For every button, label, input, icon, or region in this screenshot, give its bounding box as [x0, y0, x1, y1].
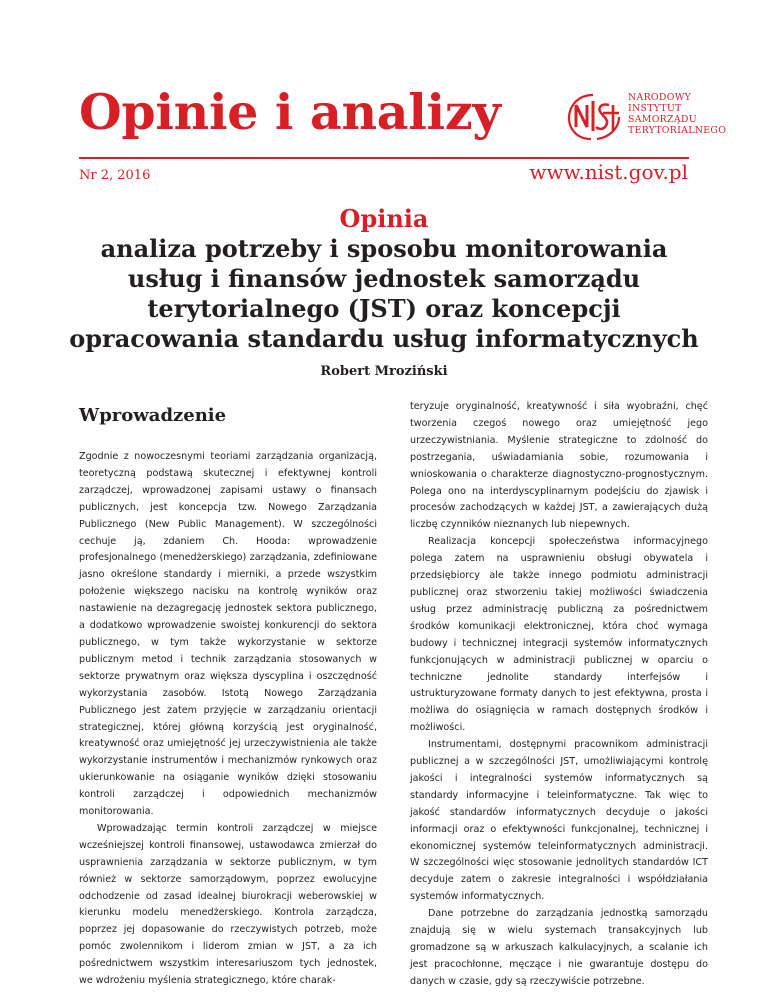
right-column [410, 399, 708, 991]
body-paragraph: Dane potrzebne do zarządzania jednostką samorządu znajdują się w wielu systemach transakcyjnych lub gromadzone są w arkuszach kalkulacyjnych, a scalanie ich jest pracochłonne, męczące i nie gwarantuje dostępu do danych w czasie, gdy są rzeczywiście potrzebne. [410, 908, 708, 987]
document-title-line: usług i finansów jednostek samorządu [127, 264, 641, 293]
institute-name-line: INSTYTUT [628, 103, 682, 114]
institute-name [628, 92, 726, 136]
body-paragraph: teryzuje oryginalność, kreatywność i siła wyobraźni, chęć tworzenia czegoś nowego oraz umiejętność jego urzeczywistniania. Myślenie strategiczne to zdolność do postrzegania, uświadamiania sobie, rozumowania i wnioskowania o charakterze diagnostyczno-prognostycznym. Polega ono na interdyscyplinarnym podejściu do zjawisk i procesów zachodzących w każdej JST, a zawierających dużą liczbę czynników nieznanych lub niepewnych. [410, 401, 708, 531]
author-name: Robert Mroziński [320, 364, 448, 379]
document-title-line: Opinia [339, 204, 429, 233]
document-title [60, 204, 708, 354]
document-title-line: analiza potrzeby i sposobu monitorowania [100, 234, 668, 263]
institute-name-line: TERYTORIALNEGO [628, 125, 727, 136]
institute-name-line: NARODOWY [628, 92, 692, 103]
document-title-line: terytorialnego (JST) oraz koncepcji [147, 294, 621, 323]
website-link[interactable]: www.nist.gov.pl [529, 160, 688, 184]
body-paragraph: Realizacja koncepcji społeczeństwa informacyjnego polega zatem na usprawnieniu obsługi obywatela i przedsiębiorcy ale także innego podmiotu administracji publicznej oraz stworzeniu takiej możliwości świadczenia usług przez administrację publiczną za pośrednictwem środków komunikacji elektronicznej, która choć wymaga budowy i technicznej integracji systemów informatycznych funkcjonujących w administracji publicznej w oparciu o techniczne jednolite standardy interfejsów i ustrukturyzowane formaty danych to jest efektywna, prosta i możliwa do osiągnięcia w ramach dostępnych środków i możliwości. [410, 536, 708, 734]
issue-number: Nr 2, 2016 [79, 168, 151, 183]
body-paragraph: Zgodnie z nowoczesnymi teoriami zarządzania organizacją, teoretyczną podstawą skutecznej i efektywnej kontroli zarządczej, wprowadzonej zapisami ustawy o finansach publicznych, jest koncepcja tzw. Nowego Zarządzania Publicznego (New Public Management). W szczególności cechuje ją, zdaniem Ch. Hooda: wprowadzenie profesjonalnego (menedżerskiego) zarządzania, zdefiniowane jasno określone standardy i mierniki, a przede wszystkim położenie większego nacisku na kontrolę wyników oraz nastawienie na dezagregację jednostek sektora publicznego, a dodatkowo wprowadzenie swoistej konkurencji do sektora publicznego, w tym także wykorzystanie w sektorze publicznym metod i technik zarządzania stosowanych w sektorze prywatnym oraz większa dyscyplina i oszczędność wykorzystania zasobów. Istotą Nowego Zarządzania Publicznego jest zatem przyjęcie w zarządzaniu orientacji strategicznej, której główną korzyścią jest oryginalność, kreatywność oraz umiejętność jej urzeczywistnienia ale także wykorzystanie instrumentów i mechanizmów rynkowych oraz ukierunkowanie na osiąganie wyników dzięki stosowaniu kontroli zarządczej i odpowiednich mechanizmów monitorowania. [79, 451, 377, 818]
section-heading: Wprowadzenie [79, 405, 227, 426]
body-paragraph: Wprowadzając termin kontroli zarządczej w miejsce wcześniejszej kontroli finansowej, ustawodawca zmierzał do usprawnienia zarządzania w sektorze publicznym, w tym również w sektorze samorządowym, poprzez ewolucyjne odchodzenie od zasad idealnej biurokracji weberowskiej w kierunku modelu menedżerskiego. Kontrola zarządcza, poprzez jej dopasowanie do rzeczywistych potrzeb, może pomóc zwolennikom i liderom zmian w JST, a za ich pośrednictwem wszystkim interesariuszom tych jednostek, we wdrożeniu myślenia strategicznego, które charak- [79, 822, 377, 987]
institute-name-line: SAMORZĄDU [628, 114, 697, 125]
document-title-line: opracowania standardu usług informatycznych [69, 324, 699, 353]
header-divider [79, 157, 689, 159]
publication-title: Opinie i analizy [79, 83, 501, 141]
nist-logo-icon [563, 91, 623, 143]
left-column [79, 404, 377, 990]
body-paragraph: Instrumentami, dostępnymi pracownikom administracji publicznej a w szczególności JST, umożliwiającymi kontrolę jakości i integralności systemów informatycznych są standardy informacyjne i teleinformatyczne. Tak więc to jakość standardów informatycznych decyduje o jakości informacji oraz o efektywności funkcjonalnej, technicznej i ekonomicznej systemów teleinformatycznych administracji. W szczególności więc stosowanie jednolitych standardów ICT decyduje zatem o zakresie integralności i współdziałania systemów informatycznych. [410, 739, 708, 903]
